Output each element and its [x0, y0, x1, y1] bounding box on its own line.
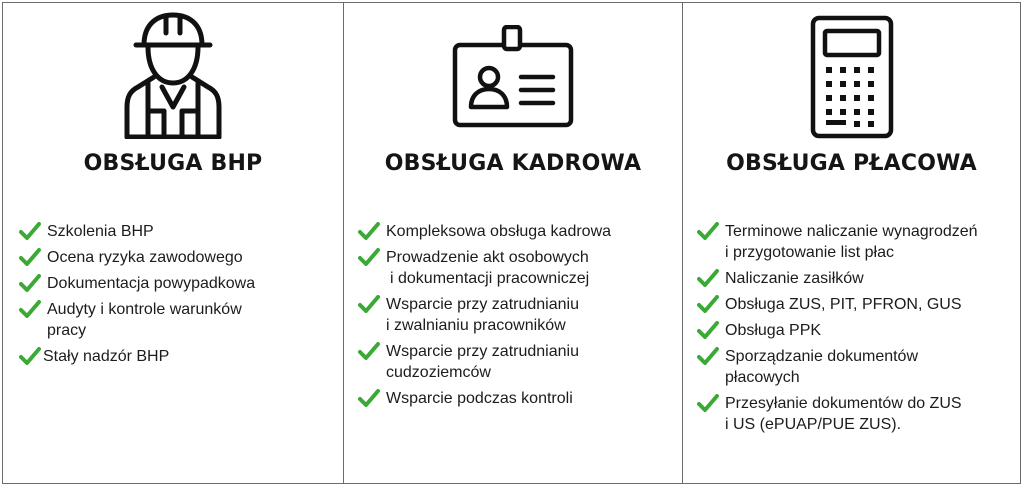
column-bhp	[3, 3, 343, 483]
list-item	[697, 268, 1017, 289]
item-text: Naliczanie zasiłków	[725, 270, 864, 287]
kadrowa-list	[358, 221, 676, 414]
item-text: Przesyłanie dokumentów do ZUS	[725, 395, 962, 412]
checkmark-icon	[19, 300, 41, 318]
item-text: Audyty i kontrole warunków	[47, 301, 242, 318]
list-item	[358, 294, 676, 336]
checkmark-icon	[358, 222, 380, 240]
checkmark-icon	[358, 389, 380, 407]
bhp-list	[19, 221, 335, 372]
checkmark-icon	[19, 347, 41, 365]
column-kadrowa	[343, 3, 682, 483]
column-title: OBSŁUGA KADROWA	[384, 151, 642, 176]
list-item	[697, 294, 1017, 315]
checkmark-icon	[19, 222, 41, 240]
item-text-cont: płacowych	[725, 369, 800, 386]
checkmark-icon	[358, 248, 380, 266]
item-text: Terminowe naliczanie wynagrodzeń	[725, 223, 978, 240]
item-text: Prowadzenie akt osobowych	[386, 249, 589, 266]
id-badge-icon	[451, 25, 575, 129]
calculator-icon	[810, 15, 894, 139]
checkmark-icon	[19, 248, 41, 266]
checkmark-icon	[697, 269, 719, 287]
checkmark-icon	[697, 222, 719, 240]
item-text: Obsługa ZUS, PIT, PFRON, GUS	[725, 296, 962, 313]
list-item	[358, 221, 676, 242]
item-text-cont: i przygotowanie list płac	[725, 244, 894, 261]
checkmark-icon	[697, 295, 719, 313]
checkmark-icon	[19, 274, 41, 292]
item-text: Wsparcie przy zatrudnianiu	[386, 343, 579, 360]
item-text-cont: cudzoziemców	[386, 364, 491, 381]
checkmark-icon	[358, 295, 380, 313]
column-placowa	[682, 3, 1020, 483]
checkmark-icon	[697, 394, 719, 412]
item-text-cont: i dokumentacji pracowniczej	[390, 270, 590, 287]
column-title: OBSŁUGA PŁACOWA	[726, 151, 977, 176]
item-text: Wsparcie podczas kontroli	[386, 390, 573, 407]
checkmark-icon	[358, 342, 380, 360]
item-text: Ocena ryzyka zawodowego	[47, 249, 243, 266]
list-item	[697, 320, 1017, 341]
item-text-cont: pracy	[47, 322, 87, 339]
checkmark-icon	[697, 321, 719, 339]
item-text: Obsługa PPK	[725, 322, 822, 339]
item-text: Sporządzanie dokumentów	[725, 348, 919, 365]
item-text: Wsparcie przy zatrudnianiu	[386, 296, 579, 313]
column-title: OBSŁUGA BHP	[83, 151, 263, 176]
placowa-list	[697, 221, 1017, 440]
list-item	[19, 299, 335, 341]
item-text: Stały nadzór BHP	[43, 348, 170, 365]
list-item	[19, 247, 335, 268]
item-text: Szkolenia BHP	[47, 223, 154, 240]
item-text: Kompleksowa obsługa kadrowa	[386, 223, 612, 240]
checkmark-icon	[697, 347, 719, 365]
list-item	[19, 221, 335, 242]
list-item	[19, 273, 335, 294]
worker-helmet-icon	[118, 11, 228, 139]
list-item	[697, 393, 1017, 435]
services-table	[2, 2, 1021, 484]
list-item	[697, 221, 1017, 263]
list-item	[358, 247, 676, 289]
list-item	[358, 341, 676, 383]
item-text: Dokumentacja powypadkowa	[47, 275, 256, 292]
item-text-cont: i US (ePUAP/PUE ZUS).	[725, 416, 902, 433]
list-item	[358, 388, 676, 409]
list-item	[19, 346, 335, 367]
item-text-cont: i zwalnianiu pracowników	[386, 317, 566, 334]
list-item	[697, 346, 1017, 388]
